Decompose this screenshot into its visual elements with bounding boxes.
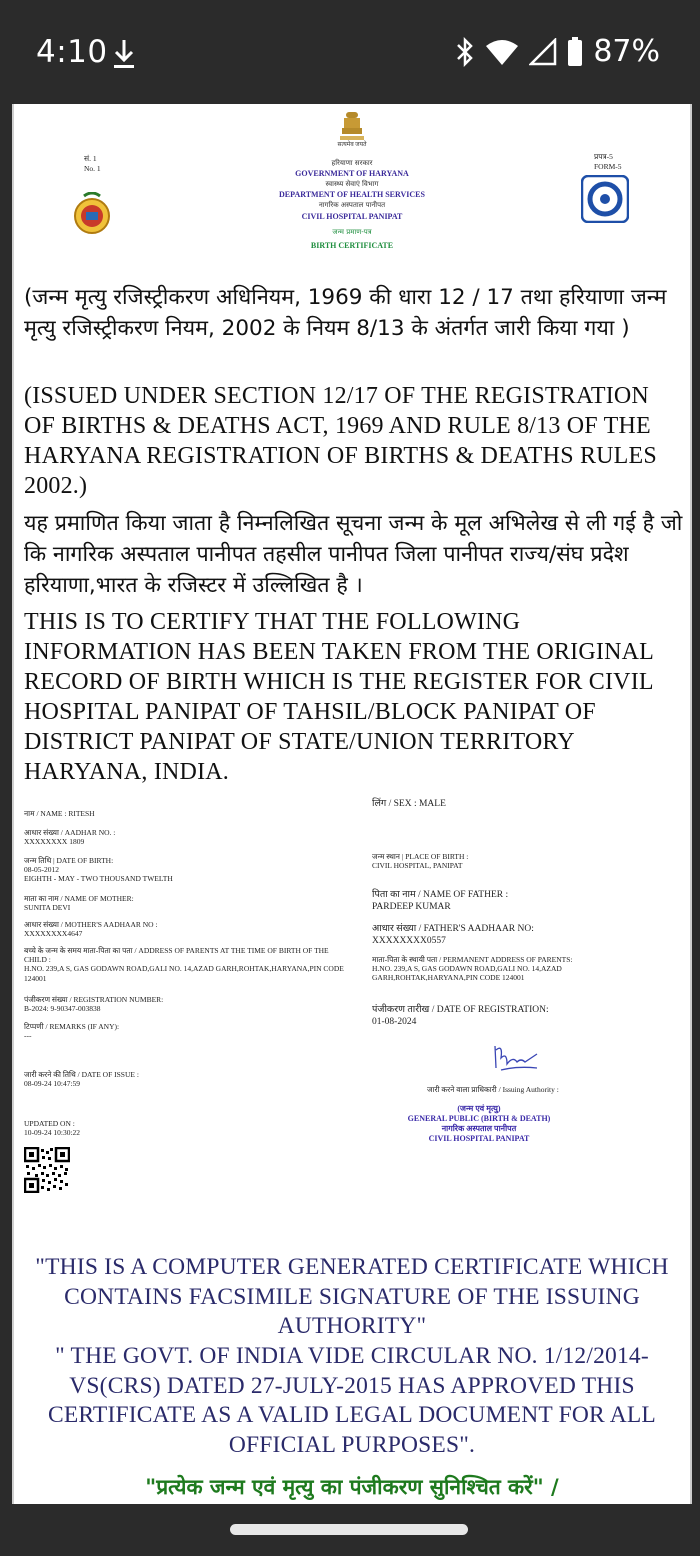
dob-words: EIGHTH - MAY - TWO THOUSAND TWELTH xyxy=(24,874,173,884)
registration-number-field xyxy=(24,995,163,1013)
issued-under-hindi: (जन्म मृत्यु रजिस्ट्रीकरण अधिनियम, 1969 की धारा 12 / 17 तथा हरियाणा जन्म मृत्यु रजिस्ट्रीकरण नियम, 2002 के नियम 8/13 के अंतर्गत जारी किया गया ) xyxy=(24,285,667,341)
sex-field: लिंग / SEX : MALE xyxy=(372,799,446,809)
dob-label: जन्म तिथि | DATE OF BIRTH: xyxy=(24,856,114,865)
cell-signal-icon xyxy=(529,38,557,66)
issue-date-label: जारी करने की तिथि / DATE OF ISSUE : xyxy=(24,1070,139,1079)
birth-address-pin: 124001 xyxy=(24,973,47,983)
national-emblem-icon xyxy=(338,110,366,144)
authority-signature xyxy=(491,1042,541,1076)
home-gesture-handle[interactable] xyxy=(230,1524,468,1535)
permanent-address-label: माता-पिता के स्थायी पता / PERMANENT ADDRESS OF PARENTS: xyxy=(372,955,573,964)
registration-date-value: 01-08-2024 xyxy=(372,1017,417,1027)
govt-circular-note: " THE GOVT. OF INDIA VIDE CIRCULAR NO. 1/12/2014-VS(CRS) DATED 27-JULY-2015 HAS APPROVED THIS CERTIFICATE AS A VALID LEGAL DOCUMENT FOR ALL OFFICIAL PURPOSES". xyxy=(48,1343,656,1458)
dept-en: DEPARTMENT OF HEALTH SERVICES xyxy=(279,190,425,199)
dob-value: 08-05-2012 xyxy=(24,865,59,875)
mother-aadhaar-label: आधार संख्या / MOTHER'S AADHAAR NO : xyxy=(24,920,158,929)
birth-address-field xyxy=(24,946,344,983)
updated-on-field xyxy=(24,1119,80,1137)
remarks-field xyxy=(24,1022,119,1040)
cert-hi: जन्म प्रमाण-पत्र xyxy=(332,228,372,236)
gov-hi: हरियाणा सरकार xyxy=(331,159,373,167)
registration-date-field xyxy=(372,1004,549,1028)
name-field: नाम / NAME : RITESH xyxy=(24,809,95,818)
birth-address-label-2: CHILD : xyxy=(24,955,51,965)
hosp-en: CIVIL HOSPITAL PANIPAT xyxy=(301,212,403,221)
remarks-label: टिप्पणी / REMARKS (IF ANY): xyxy=(24,1022,120,1031)
computer-generated-note: "THIS IS A COMPUTER GENERATED CERTIFICATE WHICH CONTAINS FACSIMILE SIGNATURE OF THE ISSUING AUTHORITY" xyxy=(35,1254,669,1339)
registration-date-label: पंजीकरण तारीख / DATE OF REGISTRATION: xyxy=(372,1005,549,1015)
issuing-authority-label: जारी करने वाला प्राधिकारी / Issuing Authority : xyxy=(427,1085,559,1094)
issue-date-field xyxy=(24,1070,139,1088)
cert-title: BIRTH CERTIFICATE xyxy=(310,241,394,250)
authority-line-2: GENERAL PUBLIC (BIRTH & DEATH) xyxy=(407,1114,551,1123)
issuing-authority-block xyxy=(364,1104,594,1144)
registration-slogan: "प्रत्येक जन्म एवं मृत्यु का पंजीकरण सुनिश्चित करें" / xyxy=(145,1475,559,1499)
mother-aadhaar-field xyxy=(24,920,158,938)
father-aadhaar-label: आधार संख्या / FATHER'S AADHAAR NO: xyxy=(372,924,534,934)
form-hi: प्रपत्र-5 xyxy=(594,152,613,161)
dept-hi: स्वास्थ्य सेवाएं विभाग xyxy=(325,180,379,188)
father-aadhaar-field xyxy=(372,923,534,947)
certify-english: THIS IS TO CERTIFY THAT THE FOLLOWING INFORMATION HAS BEEN TAKEN FROM THE ORIGINAL RECORD OF BIRTH WHICH IS THE REGISTER FOR CIVIL HOSPITAL PANIPAT OF TAHSIL/BLOCK PANIPAT OF DISTRICT PANIPAT OF STATE/UNION TERRITORY HARYANA, INDIA. xyxy=(24,609,654,785)
birth-address-label: बच्चे के जन्म के समय माता-पिता का पता / ADDRESS OF PARENTS AT THE TIME OF BIRTH OF THE xyxy=(24,946,329,955)
authority-line-1: (जन्म एवं मृत्यु) xyxy=(457,1104,501,1113)
battery-percent: 87% xyxy=(593,34,660,69)
aadhar-label: आधार संख्या / AADHAR NO. : xyxy=(24,828,116,837)
updated-on-value: 10-09-24 10:30:22 xyxy=(24,1128,81,1138)
updated-on-label: UPDATED ON : xyxy=(24,1119,75,1128)
aadhar-field xyxy=(24,828,115,846)
permanent-address-field xyxy=(372,955,572,983)
pob-label: जन्म स्थान | PLACE OF BIRTH : xyxy=(372,852,469,861)
mother-field xyxy=(24,894,134,912)
certificate-document[interactable] xyxy=(12,104,692,1504)
navigation-bar xyxy=(0,1504,700,1556)
bluetooth-icon xyxy=(455,37,475,67)
mother-aadhaar-value: XXXXXXXX4647 xyxy=(24,929,83,939)
wifi-icon xyxy=(485,38,519,66)
authority-line-4: CIVIL HOSPITAL PANIPAT xyxy=(428,1134,530,1143)
clock: 4:10 xyxy=(36,34,108,70)
hosp-hi: नागरिक अस्पताल पानीपत xyxy=(318,201,386,209)
remarks-value: --- xyxy=(24,1031,32,1041)
dob-field xyxy=(24,856,173,884)
gov-en: GOVERNMENT OF HARYANA xyxy=(295,169,409,178)
permanent-address-value: H.NO. 239,A S, GAS GODAWN ROAD,GALI NO. 14,AZAD xyxy=(372,964,562,974)
authority-line-3: नागरिक अस्पताल पानीपत xyxy=(441,1124,517,1133)
serial-hi: सं. 1 xyxy=(84,154,97,163)
download-arrow-icon xyxy=(112,36,136,72)
father-value: PARDEEP KUMAR xyxy=(372,902,451,912)
birth-address-value: H.NO. 239,A S, GAS GODAWN ROAD,GALI NO. 14,AZAD GARH,ROHTAK,HARYANA,PIN CODE xyxy=(24,964,344,974)
battery-icon xyxy=(567,37,583,67)
pob-value: CIVIL HOSPITAL, PANIPAT xyxy=(372,861,463,871)
father-field xyxy=(372,889,508,913)
status-bar xyxy=(0,0,700,104)
mother-label: माता का नाम / NAME OF MOTHER: xyxy=(24,894,134,903)
issued-under-english: (ISSUED UNDER SECTION 12/17 OF THE REGISTRATION OF BIRTHS & DEATHS ACT, 1969 AND RULE 8/13 OF THE HARYANA REGISTRATION OF BIRTHS & DEATHS RULES 2002.) xyxy=(24,383,657,499)
pob-field xyxy=(372,852,468,870)
permanent-address-value-2: GARH,ROHTAK,HARYANA,PIN CODE 124001 xyxy=(372,973,525,983)
emblem-caption: सत्यमेव जयते xyxy=(337,142,367,148)
mother-value: SUNITA DEVI xyxy=(24,903,71,913)
father-label: पिता का नाम / NAME OF FATHER : xyxy=(372,890,509,900)
serial-en: No. 1 xyxy=(84,164,101,173)
registration-number-value: B-2024: 9-90347-003838 xyxy=(24,1004,101,1014)
father-aadhaar-value: XXXXXXXX0557 xyxy=(372,936,446,946)
certify-hindi: यह प्रमाणित किया जाता है निम्नलिखित सूचना जन्म के मूल अभिलेख से ली गई है जो कि नागरिक अस्पताल पानीपत तहसील पानीपत जिला पानीपत राज्य/संघ प्रदेश हरियाणा,भारत के रजिस्टर में उल्लिखित है । xyxy=(24,511,683,598)
issue-date-value: 08-09-24 10:47:59 xyxy=(24,1079,81,1089)
qr-code-icon[interactable] xyxy=(24,1147,70,1193)
form-en: FORM-5 xyxy=(594,162,622,171)
registration-number-label: पंजीकरण संख्या / REGISTRATION NUMBER: xyxy=(24,995,164,1004)
aadhar-value: XXXXXXXX 1809 xyxy=(24,837,85,847)
